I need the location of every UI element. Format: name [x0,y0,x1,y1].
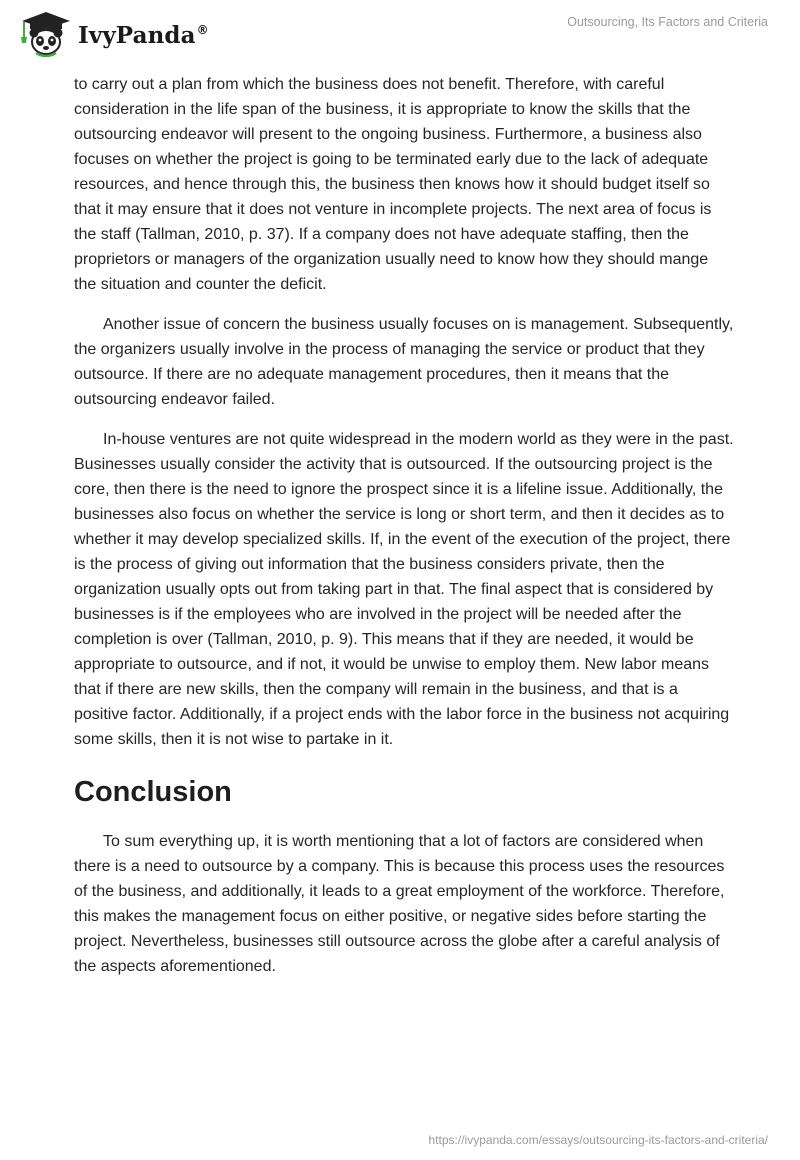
paragraph-management: Another issue of concern the business usually focuses on is management. Subsequently, the organizers usually involve in the process of managing the service or product that they outsource. If there are no adequate management procedures, then it means that the outsourcing endeavor failed. [74,316,734,408]
brand-logo[interactable] [16,9,209,57]
paragraph-conclusion: To sum everything up, it is worth mentioning that a lot of factors are considered when there is a need to outsource by a company. This is because this process uses the resources of the business, and additionally, it leads to a great employment of the workforce. Therefore, this makes the management focus on either positive, or negative sides before starting the project. Nevertheless, businesses still outsource across the globe after a careful analysis of the aspects aforementioned. [74,833,725,975]
essay-content [74,72,734,994]
registered-mark: ® [196,22,209,37]
document-title: Outsourcing, Its Factors and Criteria [567,15,768,29]
brand-name: IvyPanda® [78,21,209,49]
source-url[interactable]: https://ivypanda.com/essays/outsourcing-its-factors-and-criteria/ [428,1133,768,1147]
page-header [0,0,800,70]
conclusion-heading: Conclusion [74,776,232,808]
paragraph-staffing: to carry out a plan from which the business does not benefit. Therefore, with careful consideration in the life span of the business, it is appropriate to know the skills that the outsourcing endeavor will present to the ongoing business. Furthermore, a business also focuses on whether the project is going to be terminated early due to the lack of adequate resources, and hence through this, the business then knows how it should budget itself so that it may ensure that it does not venture in incomplete projects. The next area of focus is the staff (Tallman, 2010, p. 37). If a company does not have adequate staffing, then the proprietors or managers of the organization usually need to know how they should mange the situation and counter the deficit. [74,76,712,293]
panda-graduate-icon [16,9,72,57]
paragraph-in-house-ventures: In-house ventures are not quite widespread in the modern world as they were in the past. Businesses usually consider the activity that is outsourced. If the outsourcing project is the core, then there is the need to ignore the prospect since it is a lifeline issue. Additionally, the businesses also focus on whether the service is long or short term, and then it decides as to whether it may develop specialized skills. If, in the event of the execution of the project, there is the process of giving out information that the business considers private, then the organization usually opts out from taking part in that. The final aspect that is considered by businesses is if the employees who are involved in the project will be needed after the completion is over (Tallman, 2010, p. 9). This means that if they are needed, it would be appropriate to outsource, and if not, it would be unwise to employ them. New labor means that if there are new skills, then the company will remain in the business, and that is a positive factor. Additionally, if a project ends with the labor force in the business not acquiring some skills, then it is not wise to partake in it. [74,431,734,748]
